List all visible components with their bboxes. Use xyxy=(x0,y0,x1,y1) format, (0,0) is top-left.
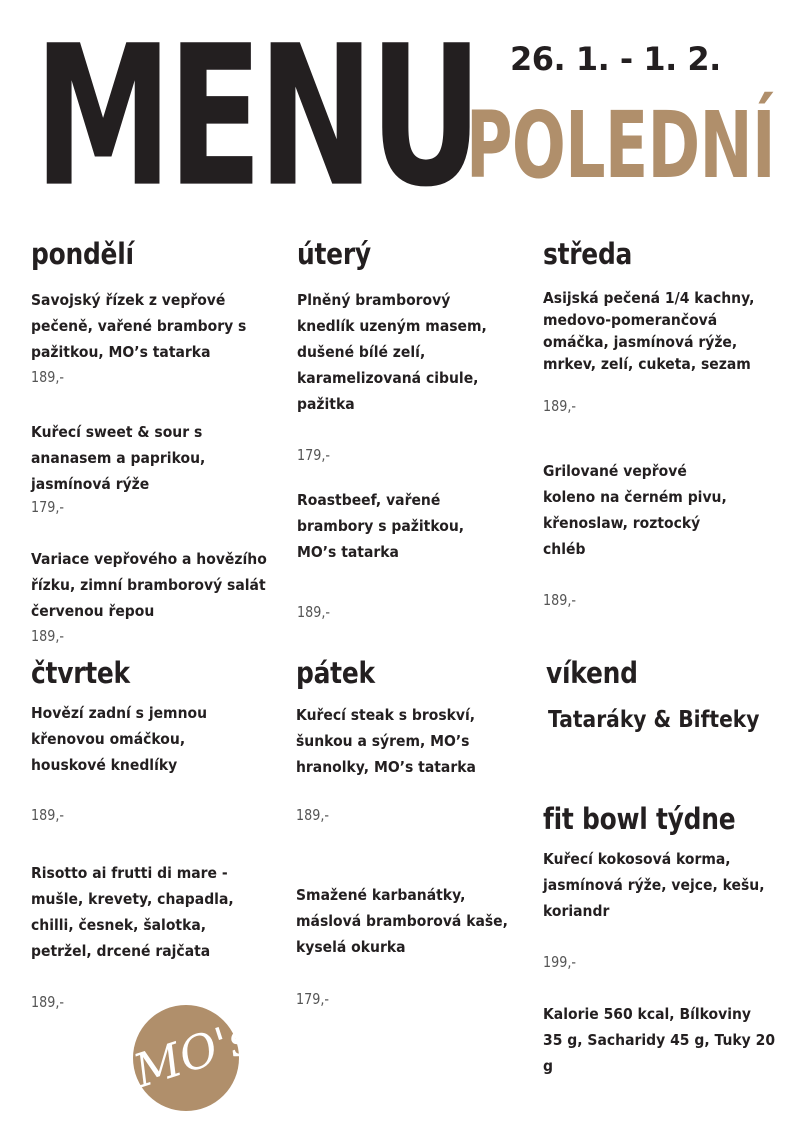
day-heading-thursday: čtvrtek xyxy=(31,656,130,690)
poledni-subtitle: POLEDNÍ xyxy=(466,92,775,199)
day-heading-weekend: víkend xyxy=(546,656,638,690)
day-heading-monday: pondělí xyxy=(31,237,134,271)
fit-bowl-nutrition xyxy=(543,1001,775,1079)
fit-bowl-heading: fit bowl týdne xyxy=(543,802,736,836)
dish-tuesday-1 xyxy=(297,287,487,417)
price-thursday-1: 189,- xyxy=(31,806,64,824)
dish-line: Savojský řízek z vepřové xyxy=(31,291,226,309)
dish-monday-2 xyxy=(31,419,205,497)
dish-monday-3 xyxy=(31,546,267,624)
dish-line: kyselá okurka xyxy=(296,938,406,956)
price-monday-3: 189,- xyxy=(31,627,64,645)
dish-line: Kuřecí steak s broskví, xyxy=(296,706,476,724)
dish-line: Risotto ai frutti di mare - xyxy=(31,864,228,882)
dish-friday-2 xyxy=(296,882,508,960)
dish-line: pažitka xyxy=(297,395,355,413)
dish-line: jasmínová rýže, vejce, kešu, xyxy=(543,876,765,894)
dish-line: omáčka, jasmínová rýže, xyxy=(543,333,738,351)
dish-line: hranolky, MO’s tatarka xyxy=(296,758,476,776)
price-tuesday-2: 189,- xyxy=(297,603,330,621)
day-heading-tuesday: úterý xyxy=(297,237,371,271)
dish-line: Kuřecí kokosová korma, xyxy=(543,850,731,868)
dish-line: Roastbeef, vařené xyxy=(297,491,441,509)
dish-line: Smažené karbanátky, xyxy=(296,886,466,904)
price-tuesday-1: 179,- xyxy=(297,446,330,464)
menu-title: MENU xyxy=(34,3,478,230)
dish-line: šunkou a sýrem, MO’s xyxy=(296,732,470,750)
dish-line: petržel, drcené rajčata xyxy=(31,942,211,960)
dish-line: brambory s pažitkou, xyxy=(297,517,465,535)
logo-text: MO's xyxy=(127,1009,260,1099)
dish-line: Plněný bramborový xyxy=(297,291,451,309)
dish-wednesday-2 xyxy=(543,458,727,562)
dish-line: mrkev, zelí, cuketa, sezam xyxy=(543,355,751,373)
dish-line: chilli, česnek, šalotka, xyxy=(31,916,207,934)
dish-line: houskové knedlíky xyxy=(31,756,178,774)
dish-line: pažitkou, MO’s tatarka xyxy=(31,343,211,361)
dish-line: Asijská pečená 1/4 kachny, xyxy=(543,289,755,307)
dish-monday-1 xyxy=(31,287,246,365)
mos-logo xyxy=(127,1005,260,1111)
price-monday-2: 179,- xyxy=(31,498,64,516)
dish-line: Kuřecí sweet & sour s xyxy=(31,423,203,441)
nutrition-line: Kalorie 560 kcal, Bílkoviny xyxy=(543,1005,752,1023)
dish-wednesday-1 xyxy=(543,287,754,375)
dish-line: máslová bramborová kaše, xyxy=(296,912,508,930)
dish-line: dušené bílé zelí, xyxy=(297,343,426,361)
dish-line: chléb xyxy=(543,540,586,558)
dish-line: Hovězí zadní s jemnou xyxy=(31,704,208,722)
dish-line: koleno na černém pivu, xyxy=(543,488,727,506)
nutrition-line: 35 g, Sacharidy 45 g, Tuky 20 xyxy=(543,1031,776,1049)
dish-line: medovo-pomerančová xyxy=(543,311,718,329)
price-monday-1: 189,- xyxy=(31,368,64,386)
dish-line: ananasem a paprikou, xyxy=(31,449,206,467)
day-heading-friday: pátek xyxy=(296,656,375,690)
dish-line: koriandr xyxy=(543,902,610,920)
price-friday-1: 189,- xyxy=(296,806,329,824)
dish-thursday-1 xyxy=(31,700,207,778)
weekend-special: Tataráky & Bifteky xyxy=(548,707,760,733)
price-wednesday-2: 189,- xyxy=(543,591,576,609)
dish-friday-1 xyxy=(296,702,476,780)
dish-line: karamelizovaná cibule, xyxy=(297,369,479,387)
dish-thursday-2 xyxy=(31,860,234,964)
price-wednesday-1: 189,- xyxy=(543,397,576,415)
date-range: 26. 1. - 1. 2. xyxy=(510,40,721,78)
dish-line: MO’s tatarka xyxy=(297,543,399,561)
dish-line: červenou řepou xyxy=(31,602,155,620)
price-thursday-2: 189,- xyxy=(31,993,64,1011)
dish-line: knedlík uzeným masem, xyxy=(297,317,487,335)
day-heading-wednesday: středa xyxy=(543,237,633,271)
dish-line: křenoslaw, roztocký xyxy=(543,514,701,532)
price-friday-2: 179,- xyxy=(296,990,329,1008)
dish-tuesday-2 xyxy=(297,487,464,565)
dish-line: mušle, krevety, chapadla, xyxy=(31,890,234,908)
nutrition-line: g xyxy=(543,1057,553,1075)
dish-line: Variace vepřového a hovězího xyxy=(31,550,267,568)
dish-line: řízku, zimní bramborový salát xyxy=(31,576,266,594)
dish-line: Grilované vepřové xyxy=(543,462,687,480)
dish-line: křenovou omáčkou, xyxy=(31,730,186,748)
dish-line: jasmínová rýže xyxy=(31,475,150,493)
dish-line: pečeně, vařené brambory s xyxy=(31,317,247,335)
fit-bowl-price: 199,- xyxy=(543,953,576,971)
fit-bowl-dish xyxy=(543,846,765,924)
